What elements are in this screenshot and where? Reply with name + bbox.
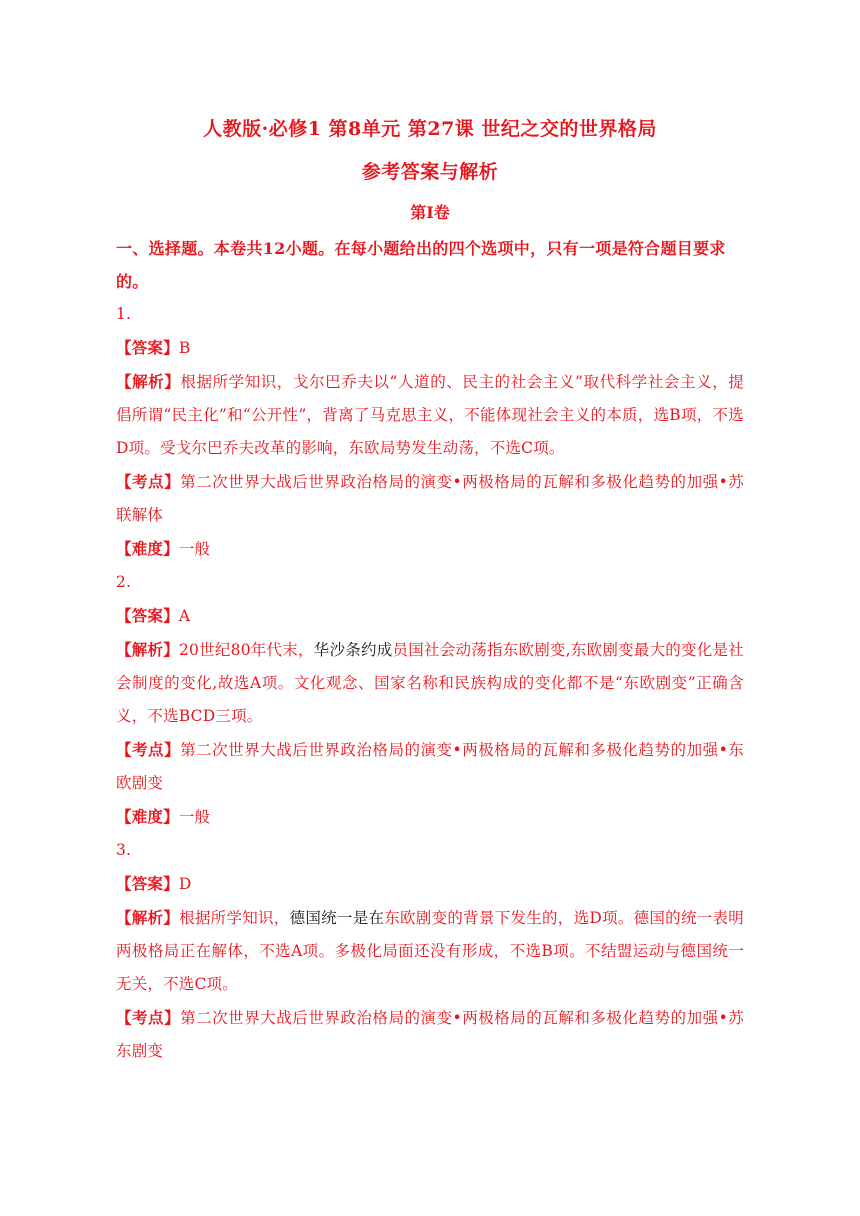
answer-label: 【答案】 (116, 874, 179, 893)
document-subtitle: 参考答案与解析 (361, 161, 499, 183)
answer-label: 【答案】 (116, 606, 179, 625)
analysis-line (116, 901, 744, 1001)
point-line (116, 465, 744, 532)
point-text: 第二次世界大战后世界政治格局的演变•两极格局的瓦解和多极化趋势的加强•苏东剧变 (116, 1009, 744, 1060)
answer-value: D (178, 875, 192, 893)
point-line (116, 1001, 744, 1068)
analysis-text-end: 东欧剧变的背景下发生的，选D项。德国的统一表明两极格局正在解体，不选A项。多极化局面还没有形成，不选B项。不结盟运动与德国统一无关，不选C项。 (116, 909, 744, 993)
analysis-text-start: 根据所学知识， (179, 909, 290, 927)
question-1 (116, 298, 744, 566)
question-number: 3. (116, 841, 132, 859)
point-label: 【考点】 (116, 472, 181, 491)
point-text: 第二次世界大战后世界政治格局的演变•两极格局的瓦解和多极化趋势的加强•苏联解体 (116, 473, 744, 524)
question-number: 1. (116, 305, 132, 323)
point-label: 【考点】 (116, 1008, 181, 1027)
difficulty-value: 一般 (178, 808, 211, 826)
analysis-label: 【解析】 (116, 640, 179, 659)
question-2 (116, 566, 744, 834)
question-3 (116, 834, 744, 1068)
analysis-text-highlight: 华沙条约成 (313, 641, 393, 659)
analysis-line (116, 633, 744, 733)
difficulty-value: 一般 (178, 540, 211, 558)
point-text: 第二次世界大战后世界政治格局的演变•两极格局的瓦解和多极化趋势的加强•东欧剧变 (116, 741, 744, 792)
analysis-text-start: 20世纪80年代末， (178, 641, 314, 659)
analysis-label: 【解析】 (116, 908, 180, 927)
difficulty-label: 【难度】 (116, 539, 179, 558)
analysis-text: 根据所学知识，戈尔巴乔夫以“人道的、民主的社会主义”取代科学社会主义，提倡所谓“民主化”和“公开性”，背离了马克思主义，不能体现社会主义的本质，选B项，不选D项。受戈尔巴乔夫改革的影响，东欧局势发生动荡，不选C项。 (116, 373, 744, 457)
difficulty-line (116, 800, 744, 834)
analysis-text-highlight: 德国统一是在 (289, 909, 385, 927)
point-line (116, 733, 744, 800)
section-heading: 一、选择题。本卷共12小题。在每小题给出的四个选项中，只有一项是符合题目要求的。 (116, 239, 726, 291)
answer-line (116, 867, 744, 901)
answer-line (116, 331, 744, 365)
answer-value: A (178, 607, 191, 625)
document-title: 人教版·必修1 第8单元 第27课 世纪之交的世界格局 (203, 118, 657, 140)
question-number: 2. (116, 573, 132, 591)
answer-value: B (178, 339, 191, 357)
analysis-text-end: 员国社会动荡指东欧剧变,东欧剧变最大的变化是社会制度的变化,故选A项。文化观念、国家名称和民族构成的变化都不是“东欧剧变”正确含义，不选BCD三项。 (116, 641, 744, 725)
document-page (116, 108, 744, 1068)
analysis-label: 【解析】 (116, 372, 181, 391)
answer-line (116, 599, 744, 633)
difficulty-line (116, 532, 744, 566)
volume-heading: 第Ⅰ卷 (410, 203, 450, 222)
analysis-line (116, 365, 744, 465)
answer-label: 【答案】 (116, 338, 179, 357)
difficulty-label: 【难度】 (116, 807, 179, 826)
point-label: 【考点】 (116, 740, 181, 759)
